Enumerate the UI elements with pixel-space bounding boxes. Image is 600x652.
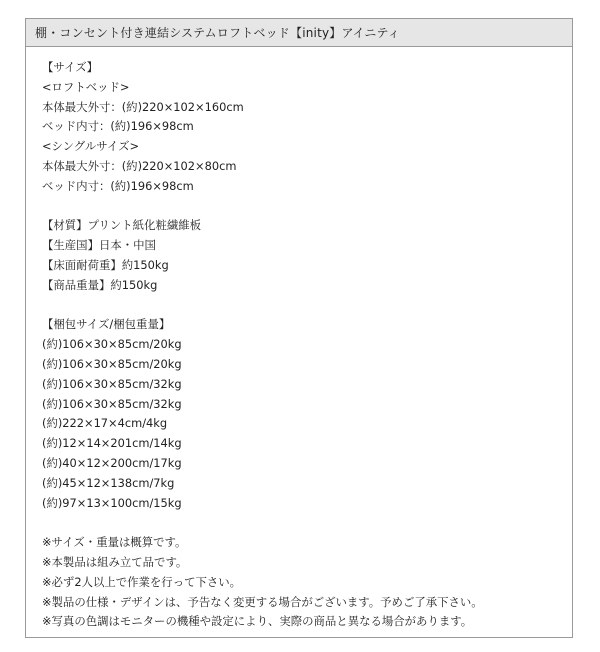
spec-line: (約)45×12×138cm/7kg [42, 475, 175, 490]
spec-line: (約)106×30×85cm/32kg [42, 376, 182, 391]
spec-line: 【生産国】日本・中国 [42, 238, 156, 253]
spec-line: ※サイズ・重量は概算です。 [42, 535, 187, 550]
spec-line: (約)12×14×201cm/14kg [42, 436, 182, 451]
section-spacer [42, 296, 572, 316]
spec-line: ※製品の仕様・デザインは、予告なく変更する場合がございます。予めご了承下さい。 [42, 594, 483, 609]
spec-line: <シングルサイズ> [42, 139, 140, 154]
spec-line: 【商品重量】約150kg [42, 277, 158, 292]
spec-line: ※本製品は組み立て品です。 [42, 554, 188, 569]
spec-line: ※写真の色調はモニターの機種や設定により、実際の商品と異なる場合があります。 [42, 614, 473, 629]
spec-line: 本体最大外寸：(約)220×102×80cm [42, 158, 237, 173]
spec-line: (約)222×17×4cm/4kg [42, 416, 168, 431]
spec-body [26, 47, 572, 632]
spec-line: 【床面耐荷重】約150kg [42, 257, 169, 272]
spec-line: ※必ず2人以上で作業を行って下さい。 [42, 574, 242, 589]
spec-line: 【梱包サイズ/梱包重量】 [42, 317, 171, 332]
spec-line: <ロフトベッド> [42, 79, 130, 94]
section-spacer [42, 513, 572, 533]
spec-line: (約)106×30×85cm/32kg [42, 396, 182, 411]
spec-section [42, 315, 572, 513]
spec-line: ベッド内寸：(約)196×98cm [42, 178, 194, 193]
spec-line: ベッド内寸：(約)196×98cm [42, 119, 194, 134]
spec-line: (約)106×30×85cm/20kg [42, 356, 182, 371]
spec-line: (約)40×12×200cm/17kg [42, 455, 182, 470]
spec-section [42, 533, 572, 632]
spec-section [42, 216, 572, 295]
spec-section [42, 58, 572, 197]
spec-table [25, 18, 573, 638]
spec-line: 【サイズ】 [42, 60, 99, 74]
spec-line: 【材質】プリント紙化粧繊維板 [42, 218, 202, 233]
spec-line: (約)106×30×85cm/20kg [42, 337, 182, 352]
product-title: 棚・コンセント付き連結システムロフトベッド【inity】アイニティ [26, 19, 572, 47]
spec-line: 本体最大外寸：(約)220×102×160cm [42, 99, 244, 114]
spec-line: (約)97×13×100cm/15kg [42, 495, 182, 510]
section-spacer [42, 197, 572, 217]
